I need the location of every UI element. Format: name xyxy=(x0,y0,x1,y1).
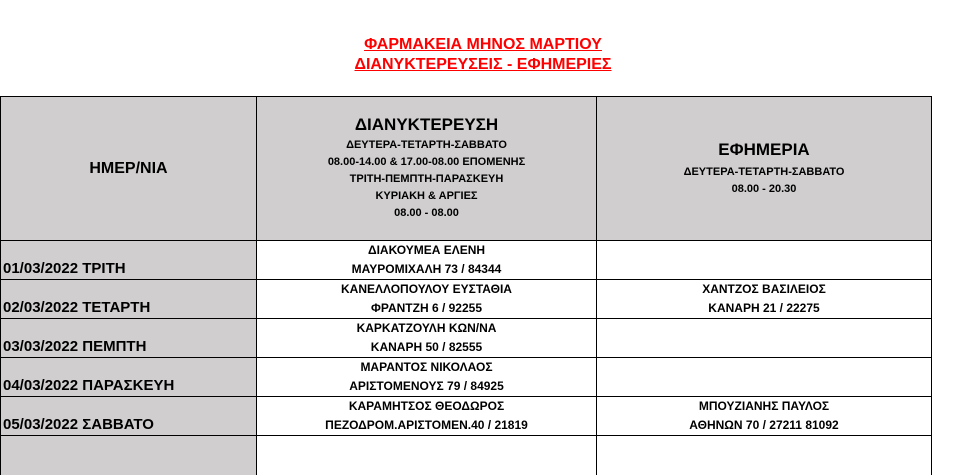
duty-pharmacy xyxy=(597,358,932,397)
night-pharmacy-address: ΚΑΝΑΡΗ 50 / 82555 xyxy=(370,340,483,354)
header-duty-line: ΔΕΥΤΕΡΑ-ΤΕΤΑΡΤΗ-ΣΑΒΒΑΤΟ xyxy=(683,165,845,178)
duty-pharmacy-address: ΑΘΗΝΩΝ 70 / 27211 81092 xyxy=(689,418,839,432)
header-night-line: ΤΡΙΤΗ-ΠΕΜΠΤΗ-ΠΑΡΑΣΚΕΥΗ xyxy=(349,173,504,185)
header-night-line: ΔΕΥΤΕΡΑ-ΤΕΤΑΡΤΗ-ΣΑΒΒΑΤΟ xyxy=(346,139,507,151)
header-date xyxy=(1,97,257,241)
night-pharmacy-name: ΜΑΡΑΝΤΟΣ ΝΙΚΟΛΑΟΣ xyxy=(360,360,493,374)
duty-pharmacy xyxy=(597,436,932,475)
header-duty-line: 08.00 - 20.30 xyxy=(731,182,797,195)
row-date: 04/03/2022 ΠΑΡΑΣΚΕΥΗ xyxy=(1,358,257,397)
header-night-line: 08.00 - 08.00 xyxy=(394,207,459,219)
row-date: 01/03/2022 ΤΡΙΤΗ xyxy=(1,241,257,280)
duty-pharmacy-name: ΧΑΝΤΖΟΣ ΒΑΣΙΛΕΙΟΣ xyxy=(702,282,826,296)
table-row xyxy=(1,358,932,397)
night-pharmacy xyxy=(257,280,597,319)
night-pharmacy-address: ΦΡΑΝΤΖΗ 6 / 92255 xyxy=(371,301,482,315)
header-night-title: ΔΙΑΝΥΚΤΕΡΕΥΣΗ xyxy=(354,115,499,134)
table-row xyxy=(1,319,932,358)
title-line-1: ΦΑΡΜΑΚΕΙΑ ΜΗΝΟΣ ΜΑΡΤΙΟΥ xyxy=(364,36,602,53)
night-pharmacy-name: ΚΑΡΑΜΗΤΣΟΣ ΘΕΟΔΩΡΟΣ xyxy=(348,399,505,413)
night-pharmacy-name: ΔΙΑΚΟΥΜΕΑ ΕΛΕΝΗ xyxy=(367,243,486,257)
table-row xyxy=(1,280,932,319)
duty-pharmacy xyxy=(597,241,932,280)
row-date: 03/03/2022 ΠΕΜΠΤΗ xyxy=(1,319,257,358)
row-date: 05/03/2022 ΣΑΒΒΑΤΟ xyxy=(1,397,257,436)
duty-pharmacy-address: ΚΑΝΑΡΗ 21 / 22275 xyxy=(708,301,820,315)
title-line-2: ΔΙΑΝΥΚΤΕΡΕΥΣΕΙΣ - ΕΦΗΜΕΡΙΕΣ xyxy=(354,56,612,73)
table-row xyxy=(1,241,932,280)
header-night-line: 08.00-14.00 & 17.00-08.00 ΕΠΟΜΕΝΗΣ xyxy=(327,156,526,168)
table-row-partial xyxy=(1,436,932,475)
duty-pharmacy xyxy=(597,280,932,319)
pharmacy-schedule-table xyxy=(0,96,932,475)
duty-pharmacy-name: ΜΠΟΥΖΙΑΝΗΣ ΠΑΥΛΟΣ xyxy=(698,399,830,413)
header-night xyxy=(257,97,597,241)
night-pharmacy-address: ΜΑΥΡΟΜΙΧΑΛΗ 73 / 84344 xyxy=(351,262,502,276)
night-pharmacy xyxy=(257,436,597,475)
duty-pharmacy xyxy=(597,397,932,436)
row-date: 02/03/2022 ΤΕΤΑΡΤΗ xyxy=(1,280,257,319)
night-pharmacy-name: ΚΑΡΚΑΤΖΟΥΛΗ ΚΩΝ/ΝΑ xyxy=(356,321,497,335)
header-duty-title: ΕΦΗΜΕΡΙΑ xyxy=(718,139,810,159)
header-date-label: ΗΜΕΡ/ΝΙΑ xyxy=(89,159,168,177)
row-date xyxy=(1,436,257,475)
night-pharmacy-address: ΑΡΙΣΤΟΜΕΝΟΥΣ 79 / 84925 xyxy=(349,379,504,393)
night-pharmacy-name: ΚΑΝΕΛΛΟΠΟΥΛΟΥ ΕΥΣΤΑΘΙΑ xyxy=(341,282,512,296)
night-pharmacy xyxy=(257,319,597,358)
header-duty xyxy=(597,97,932,241)
header-night-line: ΚΥΡΙΑΚΗ & ΑΡΓΙΕΣ xyxy=(375,190,478,202)
night-pharmacy xyxy=(257,397,597,436)
page-title xyxy=(0,35,966,75)
night-pharmacy xyxy=(257,241,597,280)
night-pharmacy xyxy=(257,358,597,397)
duty-pharmacy xyxy=(597,319,932,358)
night-pharmacy-address: ΠΕΖΟΔΡΟΜ.ΑΡΙΣΤΟΜΕΝ.40 / 21819 xyxy=(325,418,528,432)
table-row xyxy=(1,397,932,436)
